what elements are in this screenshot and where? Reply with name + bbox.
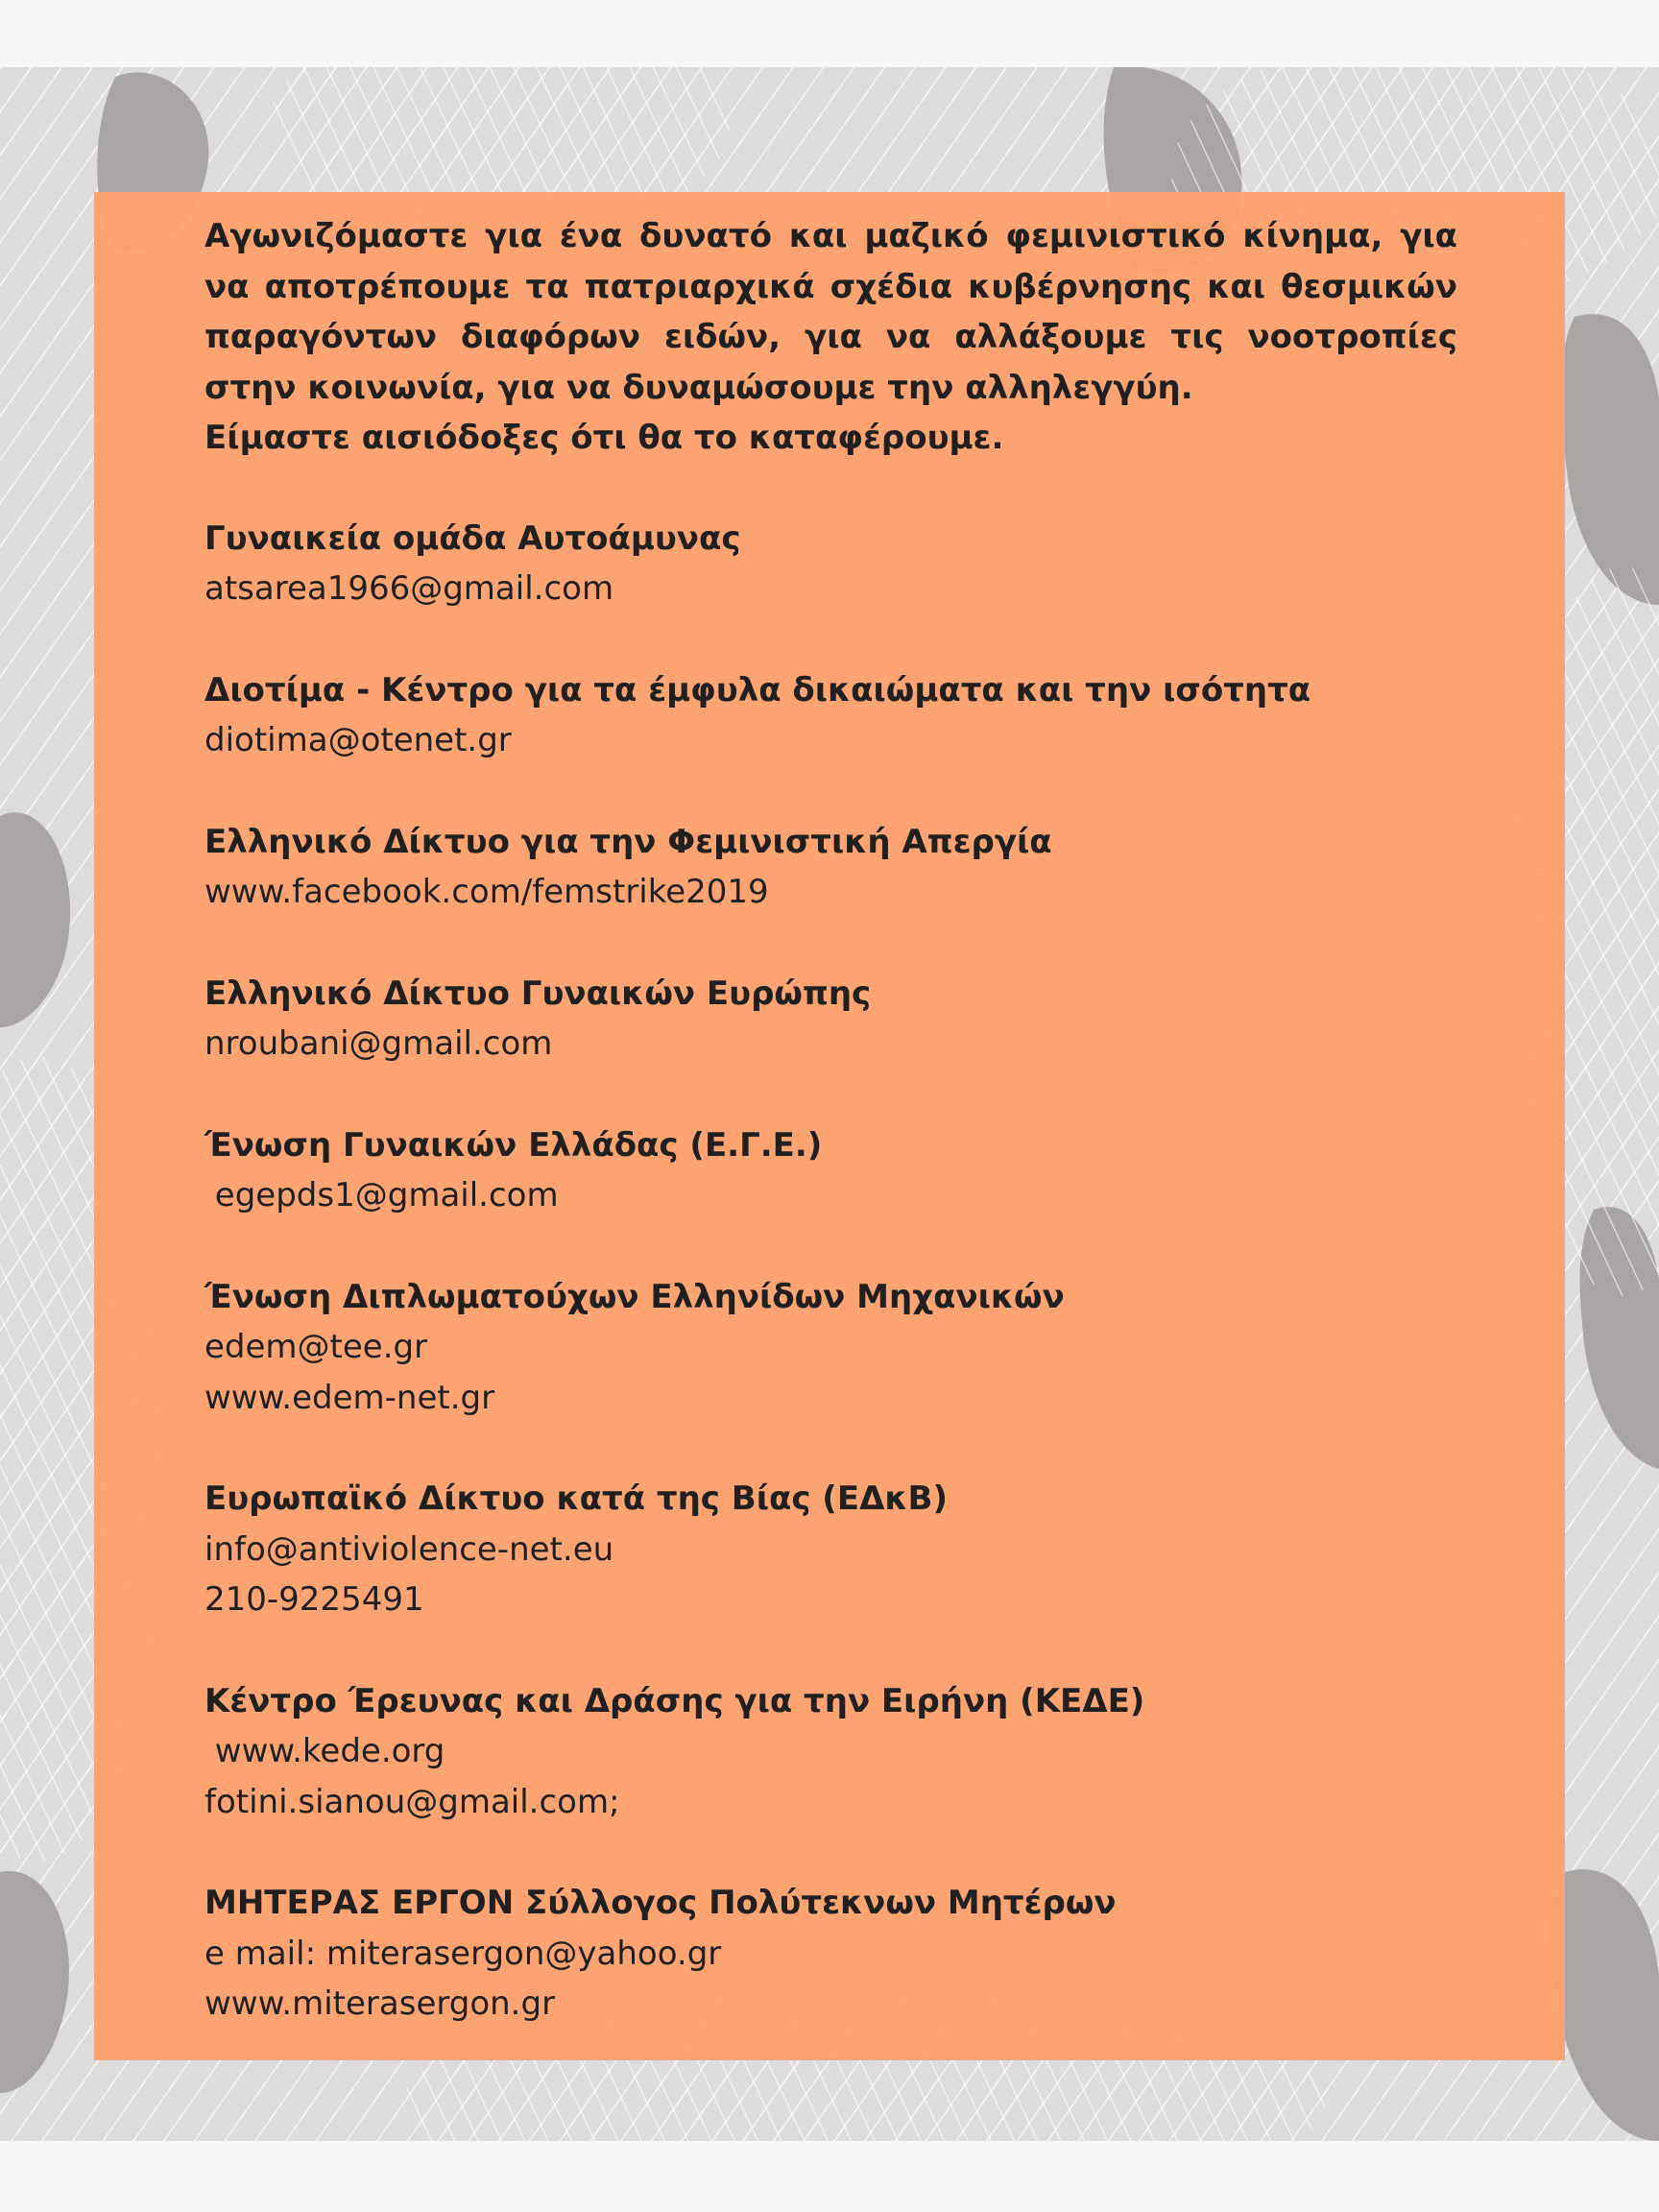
intro-paragraph: Αγωνιζόμαστε για ένα δυνατό και μαζικό φεμινιστικό κίνημα, για να αποτρέπουμε τα πατριαρχικά σχέδια κυβέρνησης και θεσμικών παραγόντων διαφόρων ειδών, για να αλλάξουμε τις νοοτροπίες στην κοινωνία, για να δυναμώσουμε την αλληλεγγύη. xyxy=(204,217,1457,407)
organization-entry xyxy=(204,1676,1457,1828)
organization-phone[interactable]: 210-9225491 xyxy=(204,1580,424,1619)
organization-email[interactable]: diotima@otenet.gr xyxy=(204,721,512,759)
organization-entry xyxy=(204,1120,1457,1221)
organization-name: ΜΗΤΕΡΑΣ ΕΡΓΟΝ Σύλλογος Πολύτεκνων Μητέρων xyxy=(204,1884,1117,1922)
organization-name: Ένωση Γυναικών Ελλάδας (Ε.Γ.Ε.) xyxy=(204,1125,823,1165)
contacts-card xyxy=(94,192,1565,2060)
organization-website[interactable]: www.facebook.com/femstrike2019 xyxy=(204,873,769,911)
intro-text xyxy=(204,211,1457,464)
organization-email[interactable]: fotini.sianou@gmail.com; xyxy=(204,1782,620,1821)
organization-entry xyxy=(204,1474,1457,1625)
organization-name: Ευρωπαϊκό Δίκτυο κατά της Βίας (ΕΔκΒ) xyxy=(204,1479,948,1518)
organization-entry xyxy=(204,817,1457,918)
organization-website[interactable]: www.miterasergon.gr xyxy=(204,1984,556,2023)
organization-entry xyxy=(204,1272,1457,1424)
organization-website[interactable]: www.edem-net.gr xyxy=(204,1378,495,1417)
organization-email[interactable]: e mail: miterasergon@yahoo.gr xyxy=(204,1934,722,1973)
organization-email[interactable]: nroubani@gmail.com xyxy=(204,1024,553,1063)
organization-name: Διοτίμα - Κέντρο για τα έμφυλα δικαιώματα και την ισότητα xyxy=(204,670,1311,709)
organizations-list xyxy=(204,514,1457,2030)
organization-website[interactable]: www.kede.org xyxy=(204,1732,445,1770)
intro-closing: Είμαστε αισιόδοξες ότι θα το καταφέρουμε. xyxy=(204,419,1004,457)
organization-name: Γυναικεία ομάδα Αυτοάμυνας xyxy=(204,518,741,558)
organization-name: Κέντρο Έρευνας και Δράσης για την Ειρήνη (ΚΕΔΕ) xyxy=(204,1681,1145,1720)
organization-entry xyxy=(204,665,1457,766)
organization-name: Ένωση Διπλωματούχων Ελληνίδων Μηχανικών xyxy=(204,1277,1065,1316)
organization-name: Ελληνικό Δίκτυο για την Φεμινιστική Απεργία xyxy=(204,822,1052,861)
organization-email[interactable]: egepds1@gmail.com xyxy=(204,1176,559,1214)
organization-name: Ελληνικό Δίκτυο Γυναικών Ευρώπης xyxy=(204,974,872,1013)
organization-email[interactable]: atsarea1966@gmail.com xyxy=(204,569,614,608)
organization-entry xyxy=(204,1878,1457,2030)
organization-entry xyxy=(204,514,1457,614)
organization-email[interactable]: edem@tee.gr xyxy=(204,1328,428,1366)
organization-email[interactable]: info@antiviolence-net.eu xyxy=(204,1529,614,1569)
organization-entry xyxy=(204,969,1457,1070)
